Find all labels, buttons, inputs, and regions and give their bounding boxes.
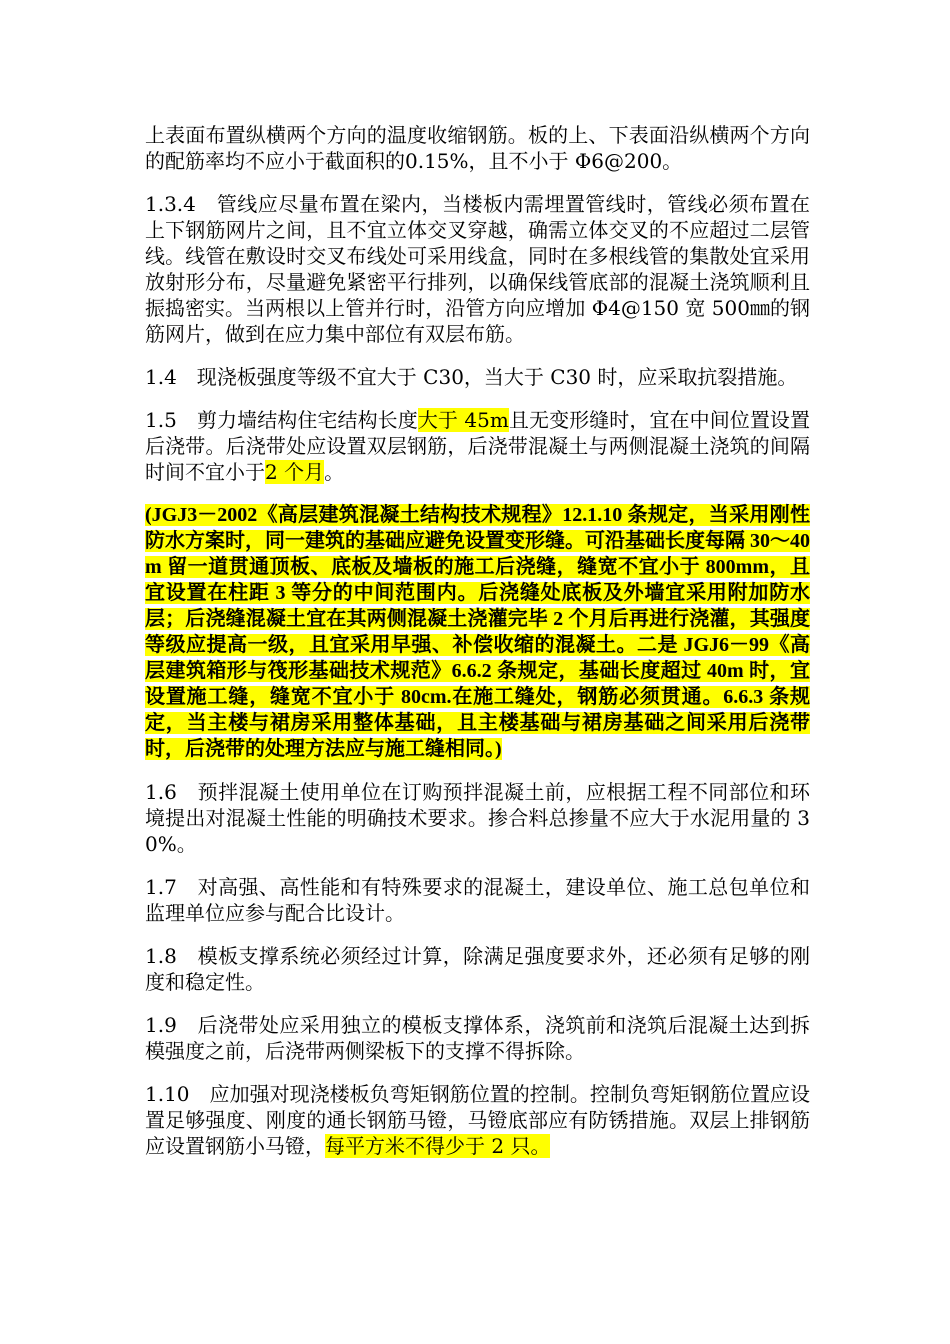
highlight-interval: 2 个月 <box>265 460 325 484</box>
paragraph-1-3-4: 1.3.4 管线应尽量布置在梁内，当楼板内需埋置管线时，管线必须布置在上下钢筋网片之间，且不宜立体交叉穿越，确需立体交叉的不应超过二层管线。线管在敷设时交叉布线处可采用线盒，同时在多根线管的集散处宜采用放射形分布，尽量避免紧密平行排列，以确保线管底部的混凝土浇筑顺利且振捣密实。当两根以上管并行时，沿管方向应增加 Φ4@150 宽 500㎜的钢筋网片，做到在应力集中部位有双层布筋。 <box>145 192 810 346</box>
highlight-quantity: 每平方米不得少于 2 只。 <box>325 1134 551 1158</box>
paragraph-1-4: 1.4 现浇板强度等级不宜大于 C30，当大于 C30 时，应采取抗裂措施。 <box>145 365 798 389</box>
document-body <box>145 122 810 1176</box>
paragraph-1-5 <box>145 407 810 485</box>
paragraph-1-10 <box>145 1081 810 1159</box>
paragraph-1-5-text-a: 1.5 剪力墙结构住宅结构长度 <box>145 408 418 432</box>
highlight-length: 大于 45m <box>417 408 509 432</box>
paragraph-1-9: 1.9 后浇带处应采用独立的模板支撑体系，浇筑前和浇筑后混凝土达到拆模强度之前，后浇带两侧梁板下的支撑不得拆除。 <box>145 1013 810 1063</box>
paragraph-1-5-text-c: 。 <box>324 460 345 484</box>
paragraph-1-8: 1.8 模板支撑系统必须经过计算，除满足强度要求外，还必须有足够的刚度和稳定性。 <box>145 944 810 994</box>
code-reference-note <box>145 502 810 762</box>
paragraph-1-7: 1.7 对高强、高性能和有特殊要求的混凝土，建设单位、施工总包单位和监理单位应参与配合比设计。 <box>145 875 810 925</box>
highlighted-note-text: (JGJ3－2002《高层建筑混凝土结构技术规程》12.1.10 条规定，当采用刚性防水方案时，同一建筑的基础应避免设置变形缝。可沿基础长度每隔 30～40m 留一道贯通顶板、底板及墙板的施工后浇缝，缝宽不宜小于 800mm，且宜设置在柱距 3 等分的中间范围内。后浇缝处底板及外墙宜采用附加防水层；后浇缝混凝土宜在其两侧混凝土浇灌完毕 2 个月后再进行浇灌，其强度等级应提高一级，且宜采用早强、补偿收缩的混凝土。二是 JGJ6－99《高层建筑箱形与筏形基础技术规范》6.6.2 条规定，基础长度超过 40m 时，宜设置施工缝，缝宽不宜小于 80cm.在施工缝处，钢筋必须贯通。6.6.3 条规定，当主楼与裙房采用整体基础，且主楼基础与裙房基础之间采用后浇带时，后浇带的处理方法应与施工缝相同。) <box>145 504 810 760</box>
paragraph-continuation: 上表面布置纵横两个方向的温度收缩钢筋。板的上、下表面沿纵横两个方向的配筋率均不应小于截面积的0.15%，且不小于 Φ6@200。 <box>145 123 810 173</box>
paragraph-1-6: 1.6 预拌混凝土使用单位在订购预拌混凝土前，应根据工程不同部位和环境提出对混凝土性能的明确技术要求。掺合料总掺量不应大于水泥用量的 30%。 <box>145 780 810 856</box>
paragraph-1-5-text-b: 且无变形缝时，宜在中间位置设置后浇带。后浇带处应设置双层钢筋，后浇带混凝土与两侧混凝土浇筑的间隔时间不宜小于 <box>145 408 811 484</box>
paragraph-1-10-text: 1.10 应加强对现浇楼板负弯矩钢筋位置的控制。控制负弯矩钢筋位置应设置足够强度、刚度的通长钢筋马镫，马镫底部应有防锈措施。双层上排钢筋应设置钢筋小马镫， <box>145 1082 810 1158</box>
